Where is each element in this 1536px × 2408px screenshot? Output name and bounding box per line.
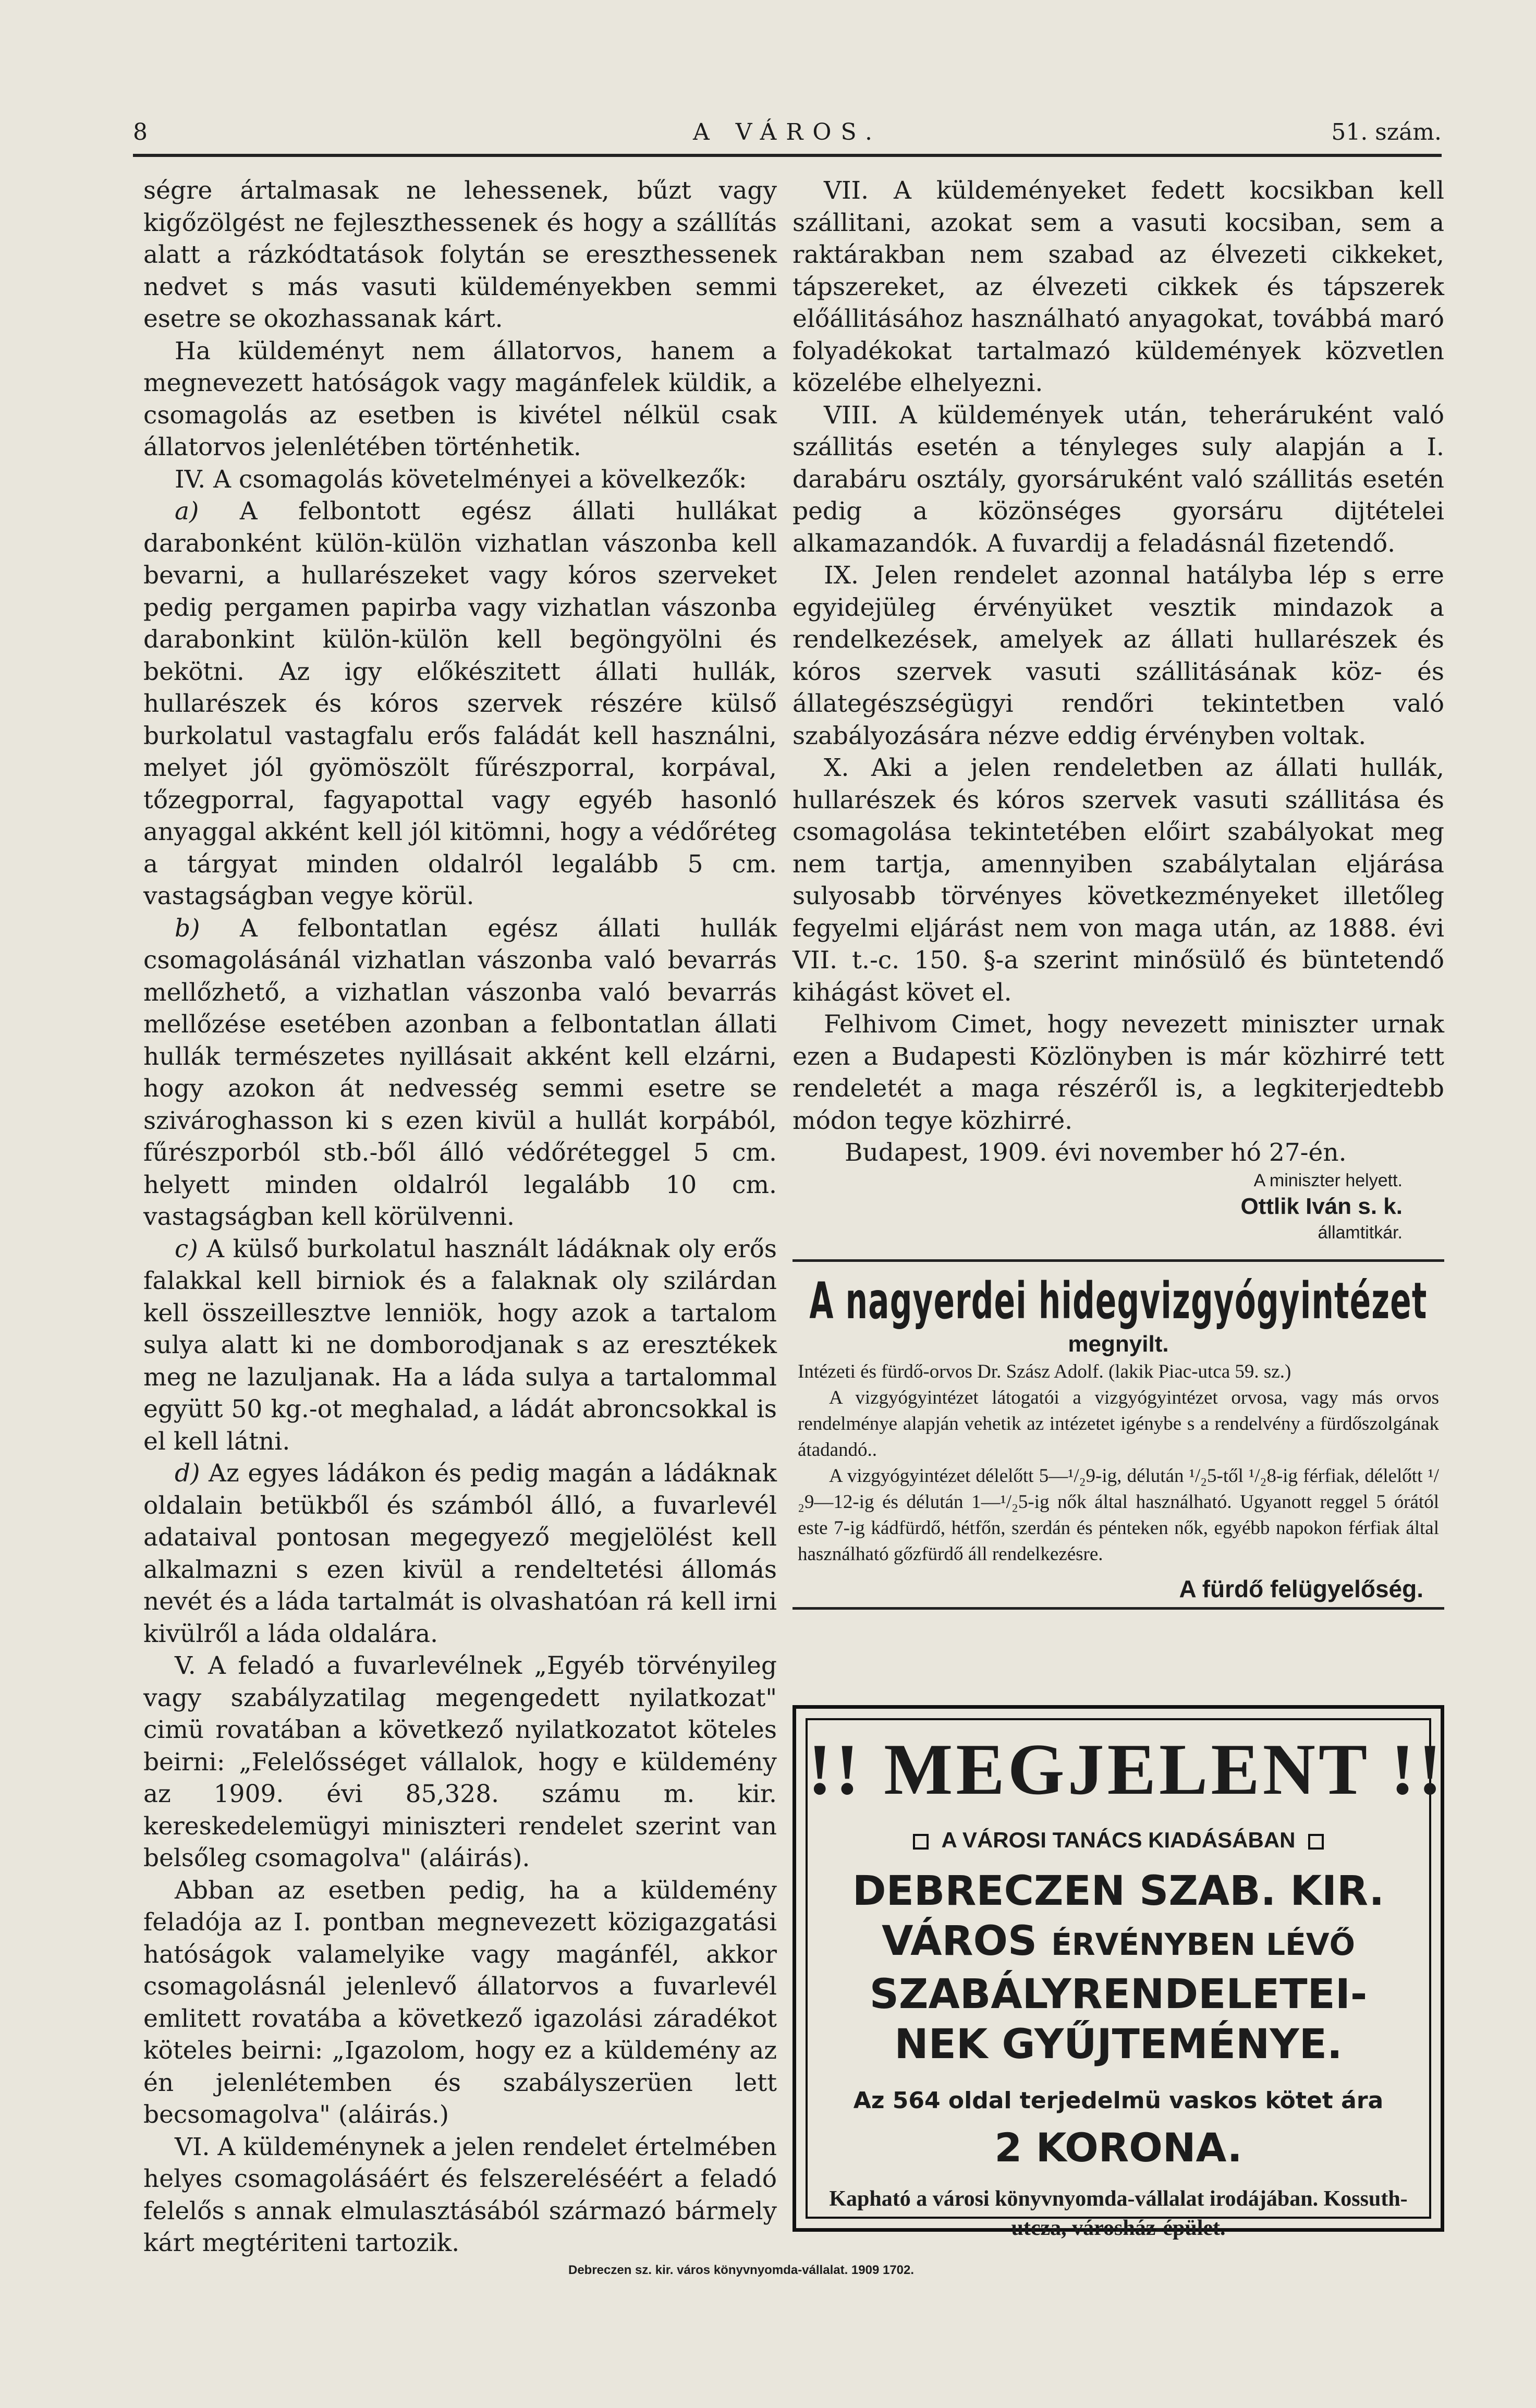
bath-advertisement bbox=[793, 1259, 1444, 1610]
book-title-line: DEBRECZEN SZAB. KIR. bbox=[852, 1868, 1385, 1915]
item-label: d) bbox=[175, 1459, 200, 1488]
paragraph-text: A felbontott egész állati hullákat darabonként külön-külön vizhatlan vászonba kell bevarni, a hullarészeket vagy kóros szerveket pedig pergamen papirba vagy vizhatlan vászonba darabonkint külön-külön kell begöngyölni és bekötni. Az igy előkészitett állati hullák, hullarészek és kóros szervek részére külső burkolatul vastagfalu erős faládát kell használni, melyet jól gyömöszölt fűrészporral, korpával, tőzegporral, fagyapottal vagy egyéb hasonló anyaggal akként kell jól kitömni, hogy a védőréteg a tárgyat minden oldalról legalább 5 cm. vastagságban vegye körül. bbox=[143, 497, 777, 910]
item-label: c) bbox=[175, 1234, 198, 1263]
paragraph bbox=[143, 1233, 777, 1458]
paragraph bbox=[143, 913, 777, 1233]
book-title-line: SZABÁLYRENDELETEI- bbox=[869, 1971, 1368, 2018]
book-title-word: VÁROS bbox=[882, 1918, 1038, 1965]
paragraph-text: A felbontatlan egész állati hullák csomagolásánál vizhatlan vászonba való bevarrás mellőzhető, a vizhatlan vászonba való bevarrás mellőzése esetében azonban a felbontatlan állati hullák természetes nyillásait akként kell elzárni, hogy azokon át nedvesség semmi esetre se szivároghasson ki s ezen kivül a hullát korpából, fűrészporból stb.-ből álló védőréteggel 5 cm. helyett minden oldalról legalább 10 cm. vastagságban kell körülvenni. bbox=[143, 914, 777, 1231]
issue-number: 51. szám. bbox=[1331, 119, 1442, 145]
paragraph: X. Aki a jelen rendeletben az állati hullák, hullarészek és kóros szervek vasuti szállitása és csomagolása tekintetében előirt szabályokat meg nem tartja, amennyiben szabálytalan eljárása sulyosabb törvényes következményeket illetőleg fegyelmi eljárást nem von maga után, az 1888. évi VII. t.-c. 150. §-a szerint minősülő és büntetendő kihágást követ el. bbox=[793, 753, 1444, 1007]
paragraph: ségre ártalmasak ne lehessenek, bűzt vagy kigőzölgést ne fejleszthessenek és hogy a szállítás alatt a rázkódtatások folytán se ereszthessenek nedvet s más vasuti küldeményekben semmi esetre se okozhassanak kárt. bbox=[143, 176, 777, 333]
book-title-word: ÉRVÉNYBEN LÉVŐ bbox=[1051, 1927, 1355, 1962]
paragraph: IX. Jelen rendelet azonnal hatályba lép s erre egyidejüleg érvényüket vesztik mindazok a rendelkezések, amelyek az állati hullarészek és kóros szervek vasuti szállitásának köz- és állategészségügyi rendőri tekintetben való szabályozására nézve eddig érvényben voltak. bbox=[793, 561, 1444, 750]
book-ad-publisher bbox=[808, 1825, 1429, 1856]
paragraph bbox=[143, 1457, 777, 1650]
paragraph: Abban az esetben pedig, ha a küldemény feladója az I. pontban megnevezett közigazgatási hatóságok valamelyike vagy magánfél, akkor csomagolásnál jelenlevő állatorvos a fuvarlevél emlitett rovatába a következő igazolási záradékot köteles beirni: „Igazolom, hogy ez a küldemény az én jelenlétemben és szabályszerüen lett becsomagolva" (aláirás.) bbox=[143, 1876, 777, 2129]
square-icon bbox=[1308, 1834, 1324, 1850]
item-label: b) bbox=[175, 914, 200, 943]
bath-ad-text bbox=[793, 1359, 1444, 1567]
section-heading: IV. A csomagolás követelményei a kövelkezők: bbox=[175, 465, 747, 494]
header-rule bbox=[133, 154, 1442, 157]
paragraph: Ha küldeményt nem állatorvos, hanem a megnevezett hatóságok vagy magánfelek küldik, a csomagolás az esetben is kivétel nélkül csak állatorvos jelenlétében történhetik. bbox=[143, 336, 777, 461]
bath-ad-paragraph: Intézeti és fürdő-orvos Dr. Szász Adolf. (lakik Piac-utca 59. sz.) bbox=[798, 1361, 1291, 1382]
bath-ad-signature: A fürdő felügyelőség. bbox=[1179, 1575, 1423, 1602]
book-ad-headline: !! MEGJELENT !! bbox=[808, 1729, 1445, 1810]
square-icon bbox=[913, 1834, 929, 1850]
bath-ad-paragraph: A vizgyógyintézet délelőtt 5—¹/₂9-ig, délután ¹/₂5-től ¹/₂8-ig férfiak, délelőtt ¹/₂9—12-ig és délután 1—¹/₂5-ig nők által használható. Ugyanott reggel 5 órától este 7-ig kádfürdő, hétfőn, szerdán és pénteken nők, egyébb napokon férfiak által használható gőzfürdő áll rendelkezésre. bbox=[798, 1465, 1439, 1565]
signature-name: Ottlik Iván s. k. bbox=[1240, 1193, 1403, 1219]
paragraph: VII. A küldeményeket fedett kocsikban kell szállitani, azokat sem a vasuti kocsiban, sem a raktárakban nem szabad az élvezeti cikkeket, tápszereket, az élvezeti cikkek és tápszerek előállitásához használható anyagokat, továbbá maró folyadékokat tartalmazó küldemények közvetlen közelébe elhelyezni. bbox=[793, 176, 1444, 397]
paragraph-text: A külső burkolatul használt ládáknak oly erős falakkal kell birniok és a falaknak oly szilárdan kell összeillesztve lenniök, hogy azok a tartalom sulya alatt ki ne domborodjanak s az eresztékek meg ne lazuljanak. Ha a láda sulya a tartalommal együtt 50 kg.-ot meghalad, a ládát abroncsokkal is el kell látni. bbox=[143, 1234, 777, 1456]
book-advertisement bbox=[793, 1705, 1445, 2240]
bath-ad-headline: A nagyerdei hidegvizgyógyintézet bbox=[809, 1272, 1428, 1330]
book-title-line bbox=[808, 1916, 1429, 1969]
ad-rule-bottom bbox=[793, 1607, 1444, 1610]
bath-ad-paragraph: A vizgyógyintézet látogatói a vizgyógyintézet orvosa, vagy más orvos rendelménye alapján vehetik az intézetet igénybe s a rendelvény a fürdőszolgának átadandó.. bbox=[798, 1387, 1439, 1461]
page-number: 8 bbox=[133, 119, 148, 145]
left-column bbox=[143, 175, 777, 2259]
page-header bbox=[133, 119, 1442, 150]
signature-date: Budapest, 1909. évi november hó 27-én. bbox=[845, 1138, 1347, 1167]
right-column bbox=[793, 175, 1444, 1244]
book-price: 2 KORONA. bbox=[994, 2124, 1242, 2171]
paragraph: VIII. A küldemények után, teheráruként való szállitás esetén a tényleges suly alapján a I. darabáru osztály, gyorsáruként való szállitás esetén pedig a közönséges gyorsáru dijtételei alkamazandók. A fuvardij a feladásnál fizetendő. bbox=[793, 400, 1444, 558]
paragraph bbox=[143, 495, 777, 913]
book-availability: Kapható a városi könyvnyomda-vállalat irodájában. Kossuth-utcza, városház-épület. bbox=[829, 2187, 1408, 2240]
paragraph-text: Az egyes ládákon és pedig magán a ládáknak oldalain betükből és számból álló, a fuvarlevél adataival pontosan megegyező megjelölést kell alkalmazni s ezen kivül a rendeltetési állomás nevét és a láda tartalmát is olvashatóan rá kell irni kivülről a láda oldalára. bbox=[143, 1459, 777, 1648]
paragraph: V. A feladó a fuvarlevélnek „Egyéb törvényileg vagy szabályzatilag megengedett nyilatkozat" cimü rovatában a következő nyilatkozatot köteles beirni: „Felelősséget vállalok, hogy e küldemény az 1909. évi 85,328. számu m. kir. kereskedelemügyi miniszteri rendelet szerint van belsőleg csomagolva" (aláirás). bbox=[143, 1651, 777, 1872]
book-title-line: NEK GYŰJTEMÉNYE. bbox=[894, 2021, 1343, 2068]
printer-imprint: Debreczen sz. kir. város könyvnyomda-vállalat. 1909 1702. bbox=[568, 2263, 915, 2277]
paragraph: Felhivom Cimet, hogy nevezett miniszter urnak ezen a Budapesti Közlönyben is már közhirré tett rendeletét a maga részéről is, a legkiterjedtebb módon tegye közhirré. bbox=[793, 1010, 1444, 1135]
signature-line-1: A miniszter helyett. bbox=[1253, 1170, 1403, 1190]
signature-line-3: államtitkár. bbox=[1318, 1222, 1403, 1243]
item-label: a) bbox=[175, 497, 199, 526]
paragraph: VI. A küldeménynek a jelen rendelet értelmében helyes csomagolásáért és felszereléséért a feladó felelős s annak elmulasztásából származó bármely kárt megtériteni tartozik. bbox=[143, 2132, 777, 2257]
bath-ad-subheadline: megnyilt. bbox=[1068, 1331, 1169, 1357]
book-title bbox=[808, 1866, 1429, 2070]
publisher-text: A VÁROSI TANÁCS KIADÁSÁBAN bbox=[941, 1828, 1296, 1852]
book-ad-inner-frame bbox=[806, 1718, 1445, 2240]
book-description: Az 564 oldal terjedelmü vaskos kötet ára bbox=[853, 2087, 1384, 2114]
newspaper-title: A VÁROS. bbox=[692, 119, 882, 145]
